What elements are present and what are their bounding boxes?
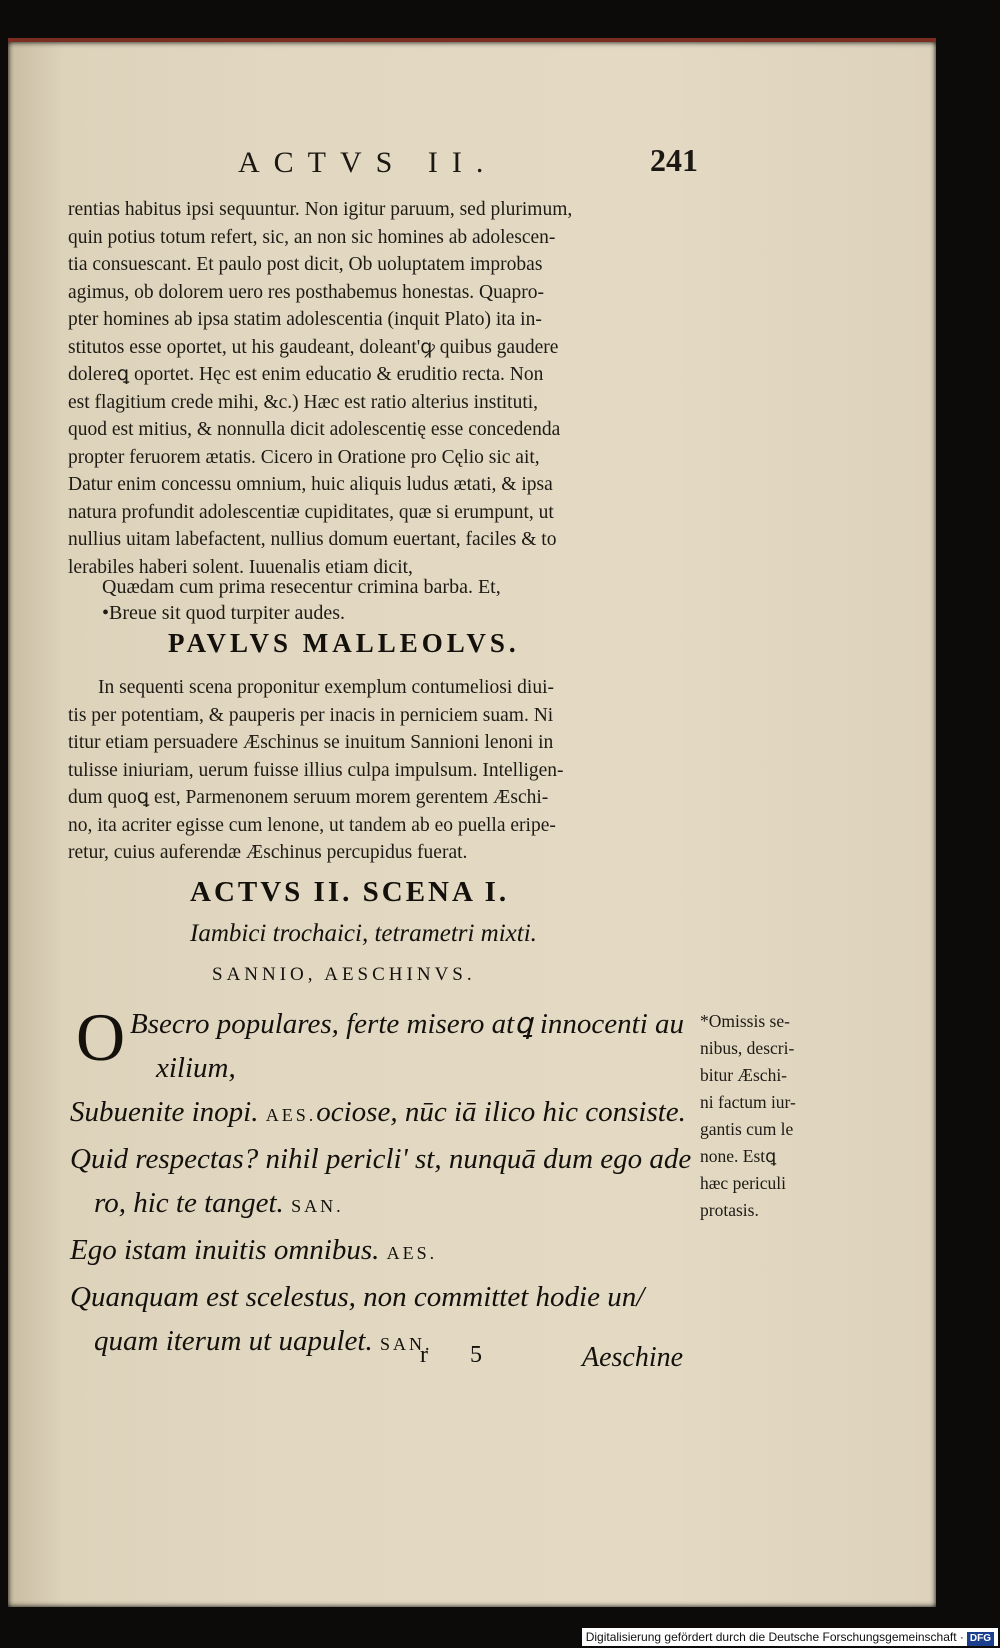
- commentary-line: natura profundit adolescentiæ cupiditates, quæ si erumpunt, ut: [68, 501, 554, 523]
- speaker-tag: SAN.: [379, 1334, 433, 1354]
- commentary-line: Datur enim concessu omnium, huic aliquis ludus ætati, & ipsa: [68, 474, 553, 495]
- play-line: Subuenite inopi. AES.ociose, nūc iā ilico hic consiste.: [70, 1096, 686, 1128]
- play-line: Bsecro populares, ferte misero atꝗ innocenti au: [130, 1008, 685, 1040]
- verse-line: Quædam cum prima resecentur crimina barba. Et,: [102, 576, 501, 598]
- play-line: ro, hic te tanget. SAN.: [94, 1187, 344, 1219]
- speaker-list: SANNIO, AESCHINVS.: [212, 964, 476, 985]
- argument-block: [68, 674, 696, 867]
- commentary-line: nullius uitam labefactent, nullius domum euertant, faciles & to: [68, 529, 557, 550]
- commentary-line: agimus, ob dolorem uero res posthabemus honestas. Quapro-: [68, 281, 545, 303]
- commentary-line: quod est mitius, & nonnulla dicit adolescentię esse concedenda: [68, 419, 561, 440]
- dfg-logo: DFG: [967, 1632, 994, 1646]
- argument-line: tulisse iniuriam, uerum fuisse illius culpa impulsum. Intelligen-: [68, 759, 564, 781]
- commentary-line: lerabiles haberi solent. Iuuenalis etiam dicit,: [68, 556, 413, 578]
- commentary-line: stitutos esse oportet, ut his gaudeant, doleant'ꝙ quibus gaudere: [68, 336, 559, 358]
- commentary-line: quin potius totum refert, sic, an non sic homines ab adolescen-: [68, 226, 556, 248]
- play-text: [70, 999, 692, 1366]
- commentary-line: rentias habitus ipsi sequuntur. Non igitur paruum, sed plurimum,: [68, 199, 573, 220]
- author-heading: PAVLVS MALLEOLVS.: [168, 628, 520, 658]
- commentary-line: tia consuescant. Et paulo post dicit, Ob uoluptatem improbas: [68, 254, 543, 275]
- quoted-verse: [102, 574, 692, 626]
- speaker-tag: SAN.: [291, 1196, 344, 1216]
- page-header: [238, 142, 698, 186]
- play-line: Quanquam est scelestus, non committet hodie un/: [70, 1281, 645, 1313]
- verse-line: •Breue sit quod turpiter audes.: [102, 602, 346, 624]
- argument-line: tis per potentiam, & pauperis per inacis in perniciem suam. Ni: [68, 704, 554, 726]
- commentary-line: est flagitium crede mihi, &c.) Hæc est ratio alterius instituti,: [68, 391, 539, 413]
- commentary-line: pter homines ab ipsa statim adolescentia (inquit Plato) ita in-: [68, 309, 542, 330]
- catchword: Aeschine: [582, 1342, 684, 1373]
- play-line: Quid respectas? nihil pericli' st, nunquā dum ego ade: [70, 1143, 692, 1175]
- margin-note: *Omissis se- nibus, descri- bitur Æschi- ni factum iur- gantis cum le none. Estꝗ hæc periculi protasis.: [700, 1011, 796, 1220]
- argument-line: retur, cuius auferendæ Æschinus percupidus fuerat.: [68, 842, 468, 863]
- argument-line: no, ita acriter egisse cum lenone, ut tandem ab eo puella eripe-: [68, 814, 556, 836]
- play-line: xilium,: [156, 1052, 236, 1084]
- digitization-footer: Digitalisierung gefördert durch die Deutsche Forschungsgemeinschaft · DFG: [582, 1628, 998, 1646]
- running-head: ACTVS II.: [238, 146, 498, 179]
- commentary-block: [68, 196, 696, 581]
- play-line: quam iterum ut uapulet. SAN.: [94, 1325, 433, 1357]
- argument-line: titur etiam persuadere Æschinus se inuitum Sannioni lenoni in: [68, 732, 554, 753]
- speaker-tag: AES.: [265, 1105, 317, 1125]
- drop-cap: O: [76, 999, 126, 1075]
- commentary-line: dolereꝗ oportet. Hęc est enim educatio & eruditio recta. Non: [68, 364, 544, 385]
- scene-title: ACTVS II. SCENA I.: [190, 876, 510, 908]
- speaker-tag: AES.: [386, 1243, 438, 1263]
- argument-line: In sequenti scena proponitur exemplum contumeliosi diui-: [98, 677, 554, 698]
- signature-mark: r 5: [420, 1342, 500, 1368]
- argument-line: dum quoꝗ est, Parmenonem seruum morem gerentem Æschi-: [68, 787, 549, 808]
- page-number: 241: [650, 142, 698, 178]
- play-line: Ego istam inuitis omnibus. AES.: [70, 1234, 438, 1266]
- commentary-line: propter feruorem ætatis. Cicero in Oratione pro Cęlio sic ait,: [68, 446, 540, 468]
- meter-line: Iambici trochaici, tetrametri mixti.: [190, 920, 537, 947]
